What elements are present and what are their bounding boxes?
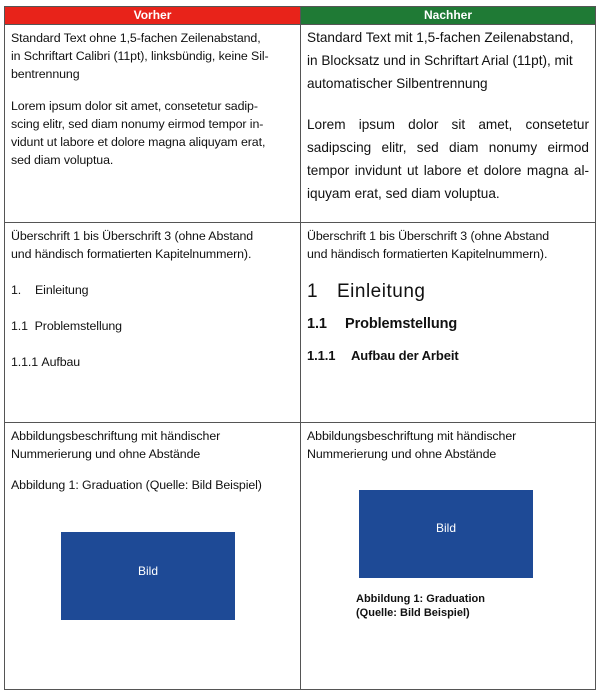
comparison-table: [4, 6, 596, 690]
text-line: in Blocksatz und in Schriftart Arial (11pt), mit: [307, 53, 573, 68]
heading-text: Problemstellung: [345, 316, 458, 332]
lorem-line: scing elitr, sed diam nonumy eirmod tempor in-: [11, 117, 264, 131]
heading-number: 1: [307, 281, 319, 302]
heading-number: 1.1: [307, 316, 327, 332]
description-line: Abbildungsbeschriftung mit händischer: [307, 429, 517, 443]
header-vorher: Vorher: [5, 7, 300, 24]
text-line: Standard Text mit 1,5-fachen Zeilenabstand,: [307, 30, 574, 45]
row2-right-cell: [301, 223, 595, 422]
description-line: Überschrift 1 bis Überschrift 3 (ohne Abstand: [11, 229, 254, 243]
heading-text: Aufbau der Arbeit: [351, 348, 459, 363]
lorem-line: sadipscing elitr, sed diam nonumy eirmod: [307, 140, 589, 155]
lorem-line: tempor invidunt ut labore et dolore magna al-: [307, 163, 589, 178]
heading-3: [307, 347, 589, 365]
description-line: Abbildungsbeschriftung mit händischer: [11, 429, 221, 443]
row1-left-cell: [5, 25, 300, 222]
heading-2: [307, 315, 589, 333]
lorem-line: iquyam erat, sed diam voluptua.: [307, 186, 500, 201]
image-placeholder: Bild: [359, 490, 533, 578]
heading-number: 1.1: [11, 319, 28, 333]
description-line: und händisch formatierten Kapitelnummern).: [11, 247, 252, 261]
caption-line: (Quelle: Bild Beispiel): [356, 607, 470, 619]
text-line: bentrennung: [11, 67, 80, 81]
lorem-line: Lorem ipsum dolor sit amet, consetetur: [307, 117, 589, 132]
description-line: Nummerierung und ohne Abstände: [307, 447, 497, 461]
heading-1: [11, 281, 294, 299]
heading-3: [11, 353, 294, 371]
figure-caption: Abbildung 1: Graduation (Quelle: Bild Beispiel): [11, 478, 262, 492]
description-line: Überschrift 1 bis Überschrift 3 (ohne Abstand: [307, 229, 550, 243]
lorem-line: Lorem ipsum dolor sit amet, consetetur sadip-: [11, 99, 258, 113]
heading-number: 1.1.1: [11, 355, 39, 369]
row2-left-cell: [5, 223, 300, 422]
text-line: automatischer Silbentrennung: [307, 76, 488, 91]
heading-text: Einleitung: [35, 283, 89, 297]
heading-text: Einleitung: [337, 281, 426, 302]
heading-1: [307, 283, 589, 301]
row1-right-cell: [301, 25, 595, 222]
figure-caption: [356, 592, 485, 620]
image-placeholder: Bild: [61, 532, 235, 620]
description-line: und händisch formatierten Kapitelnummern).: [307, 247, 548, 261]
heading-text: Problemstellung: [34, 319, 122, 333]
text-line: Standard Text ohne 1,5-fachen Zeilenabstand,: [11, 31, 261, 45]
header-nachher: Nachher: [301, 7, 595, 24]
heading-number: 1.1.1: [307, 348, 336, 363]
description-line: Nummerierung und ohne Abstände: [11, 447, 201, 461]
lorem-line: sed diam voluptua.: [11, 153, 114, 167]
heading-number: 1.: [11, 283, 22, 297]
heading-text: Aufbau: [41, 355, 81, 369]
heading-2: [11, 317, 294, 335]
caption-line: Abbildung 1: Graduation: [356, 593, 485, 605]
lorem-line: vidunt ut labore et dolore magna aliquyam erat,: [11, 135, 266, 149]
text-line: in Schriftart Calibri (11pt), linksbündig, keine Sil-: [11, 49, 269, 63]
